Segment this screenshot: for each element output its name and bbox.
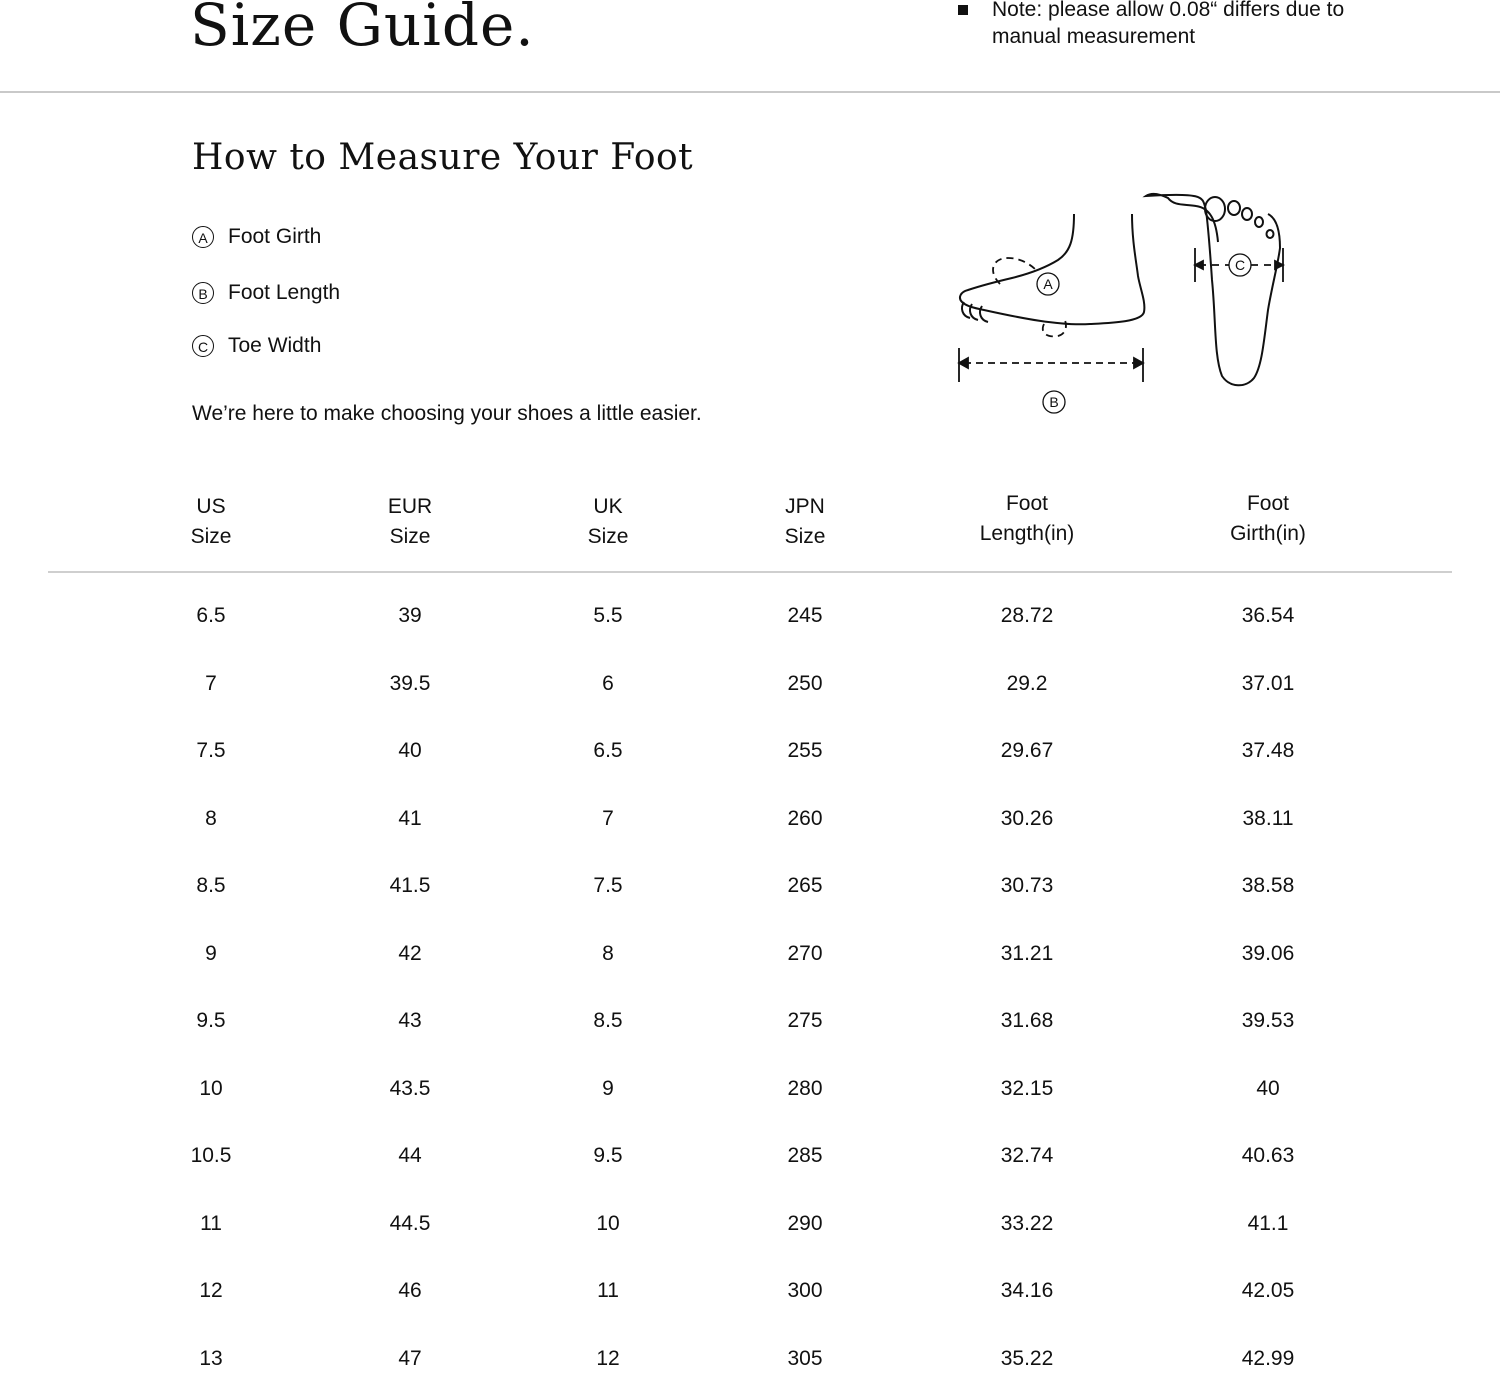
legend-item-width <box>192 333 321 359</box>
table-cell: 33.22 <box>927 1190 1127 1258</box>
table-cell: 12 <box>508 1325 708 1392</box>
table-cell: 245 <box>705 582 905 650</box>
diagram-label-a: A <box>1043 276 1053 292</box>
table-cell: 270 <box>705 920 905 988</box>
table-cell: 28.72 <box>927 582 1127 650</box>
table-cell: 42.05 <box>1168 1257 1368 1325</box>
table-cell: 43.5 <box>310 1055 510 1123</box>
circle-b-icon: B <box>192 282 214 304</box>
table-cell: 30.73 <box>927 852 1127 920</box>
table-cell: 5.5 <box>508 582 708 650</box>
table-cell: 35.22 <box>927 1325 1127 1392</box>
table-cell: 10 <box>111 1055 311 1123</box>
table-cell: 29.67 <box>927 717 1127 785</box>
table-cell: 47 <box>310 1325 510 1392</box>
table-row <box>0 1257 1500 1325</box>
measure-section-title: How to Measure Your Foot <box>192 137 693 178</box>
table-cell: 265 <box>705 852 905 920</box>
table-cell: 46 <box>310 1257 510 1325</box>
table-cell: 10.5 <box>111 1122 311 1190</box>
table-cell: 7 <box>508 785 708 853</box>
table-cell: 7 <box>111 650 311 718</box>
foot-sole-icon <box>1146 194 1280 385</box>
table-cell: 36.54 <box>1168 582 1368 650</box>
table-cell: 7.5 <box>508 852 708 920</box>
table-cell: 6 <box>508 650 708 718</box>
measurement-note <box>958 0 1358 50</box>
table-cell: 37.01 <box>1168 650 1368 718</box>
table-cell: 44 <box>310 1122 510 1190</box>
square-bullet-icon <box>958 5 968 15</box>
column-header-foot-length: Foot Length(in) <box>917 489 1137 549</box>
table-row <box>0 920 1500 988</box>
table-cell: 275 <box>705 987 905 1055</box>
size-table-body <box>0 582 1500 1392</box>
table-cell: 40 <box>1168 1055 1368 1123</box>
table-cell: 31.68 <box>927 987 1127 1055</box>
side-foot-icon <box>960 214 1144 324</box>
legend-item-girth <box>192 224 321 250</box>
table-row <box>0 717 1500 785</box>
table-cell: 300 <box>705 1257 905 1325</box>
table-cell: 32.74 <box>927 1122 1127 1190</box>
table-cell: 44.5 <box>310 1190 510 1258</box>
column-header-foot-girth: Foot Girth(in) <box>1158 489 1378 549</box>
table-cell: 30.26 <box>927 785 1127 853</box>
table-cell: 43 <box>310 987 510 1055</box>
table-cell: 41.5 <box>310 852 510 920</box>
diagram-label-b: B <box>1049 394 1058 410</box>
table-cell: 39.53 <box>1168 987 1368 1055</box>
table-cell: 40 <box>310 717 510 785</box>
circle-a-icon: A <box>192 226 214 248</box>
column-header-eur: EUR Size <box>300 492 520 552</box>
length-arrow-icon <box>959 348 1143 382</box>
table-cell: 37.48 <box>1168 717 1368 785</box>
table-cell: 9 <box>111 920 311 988</box>
table-cell: 40.63 <box>1168 1122 1368 1190</box>
legend-item-length <box>192 280 340 306</box>
table-row <box>0 1325 1500 1392</box>
table-row <box>0 987 1500 1055</box>
table-cell: 250 <box>705 650 905 718</box>
table-cell: 6.5 <box>111 582 311 650</box>
table-cell: 7.5 <box>111 717 311 785</box>
table-header-divider <box>48 571 1452 573</box>
diagram-label-c: C <box>1235 257 1245 273</box>
table-cell: 9 <box>508 1055 708 1123</box>
table-cell: 39 <box>310 582 510 650</box>
table-cell: 6.5 <box>508 717 708 785</box>
table-cell: 8 <box>111 785 311 853</box>
table-cell: 32.15 <box>927 1055 1127 1123</box>
size-table-header <box>0 490 1500 560</box>
legend-label: Foot Girth <box>228 225 321 248</box>
circle-c-icon: C <box>192 335 214 357</box>
table-cell: 38.58 <box>1168 852 1368 920</box>
table-cell: 31.21 <box>927 920 1127 988</box>
table-cell: 38.11 <box>1168 785 1368 853</box>
intro-text: We’re here to make choosing your shoes a little easier. <box>192 402 702 426</box>
table-row <box>0 582 1500 650</box>
table-cell: 41.1 <box>1168 1190 1368 1258</box>
note-text: Note: please allow 0.08“ differs due to manual measurement <box>992 0 1358 50</box>
table-cell: 13 <box>111 1325 311 1392</box>
table-cell: 280 <box>705 1055 905 1123</box>
table-cell: 8.5 <box>111 852 311 920</box>
legend-label: Toe Width <box>228 334 321 357</box>
table-cell: 9.5 <box>111 987 311 1055</box>
foot-measurement-diagram <box>940 190 1300 430</box>
page-title: Size Guide. <box>190 0 535 60</box>
table-cell: 42.99 <box>1168 1325 1368 1392</box>
column-header-us: US Size <box>101 492 321 552</box>
table-cell: 255 <box>705 717 905 785</box>
table-cell: 12 <box>111 1257 311 1325</box>
legend-label: Foot Length <box>228 281 340 304</box>
table-cell: 285 <box>705 1122 905 1190</box>
table-cell: 39.06 <box>1168 920 1368 988</box>
table-cell: 260 <box>705 785 905 853</box>
table-cell: 10 <box>508 1190 708 1258</box>
table-cell: 34.16 <box>927 1257 1127 1325</box>
table-row <box>0 1055 1500 1123</box>
table-row <box>0 1122 1500 1190</box>
table-cell: 39.5 <box>310 650 510 718</box>
table-cell: 42 <box>310 920 510 988</box>
table-cell: 8 <box>508 920 708 988</box>
table-cell: 9.5 <box>508 1122 708 1190</box>
table-row <box>0 785 1500 853</box>
table-cell: 8.5 <box>508 987 708 1055</box>
table-row <box>0 852 1500 920</box>
table-cell: 290 <box>705 1190 905 1258</box>
table-cell: 305 <box>705 1325 905 1392</box>
table-row <box>0 1190 1500 1258</box>
table-cell: 11 <box>111 1190 311 1258</box>
header-divider <box>0 91 1500 93</box>
table-cell: 11 <box>508 1257 708 1325</box>
table-row <box>0 650 1500 718</box>
table-cell: 41 <box>310 785 510 853</box>
column-header-jpn: JPN Size <box>695 492 915 552</box>
column-header-uk: UK Size <box>498 492 718 552</box>
table-cell: 29.2 <box>927 650 1127 718</box>
